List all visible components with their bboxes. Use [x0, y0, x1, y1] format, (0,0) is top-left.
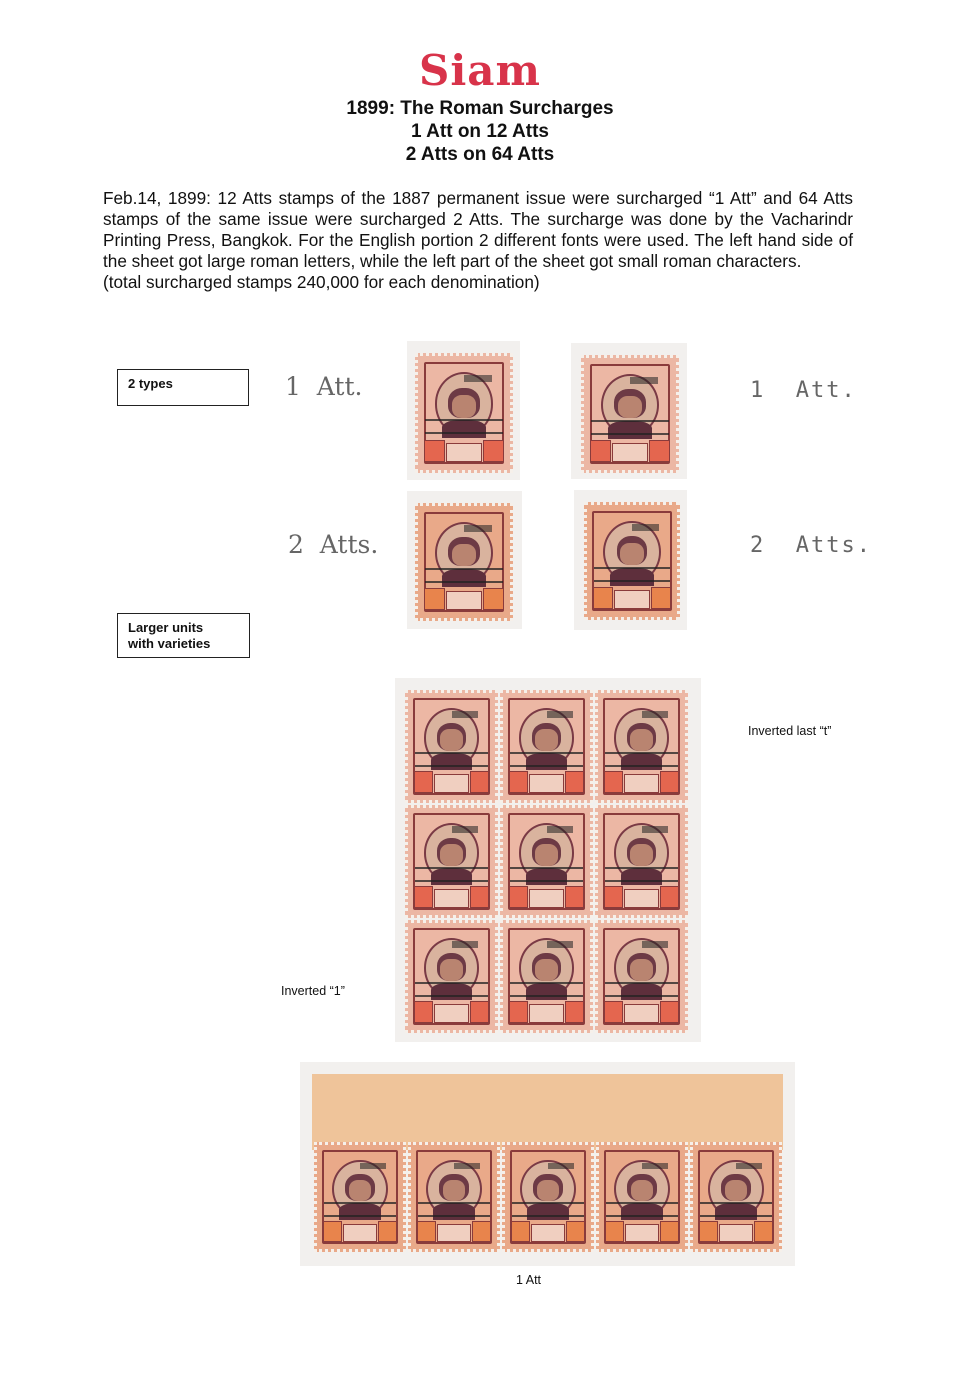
block-stamp	[500, 690, 593, 803]
surcharge-1att-large: 1 Att.	[285, 372, 363, 401]
siam-logo: Siam	[419, 46, 541, 95]
types-label: 2 types	[128, 376, 173, 391]
subtitle-1att: 1 Att on 12 Atts	[411, 121, 549, 142]
block-stamp	[405, 690, 498, 803]
strip-stamp	[596, 1142, 688, 1252]
stamp-2atts-large-type	[407, 491, 522, 629]
stamp-1att-large-type	[407, 341, 520, 480]
surcharge-1att-small: 1 Att.	[750, 378, 857, 403]
strip-of-five	[300, 1062, 795, 1266]
sheet-selvage	[312, 1074, 783, 1150]
block-stamp	[405, 805, 498, 918]
strip-stamp	[690, 1142, 782, 1252]
strip-caption: 1 Att	[516, 1273, 542, 1287]
block-stamp	[595, 805, 688, 918]
varieties-label-box	[117, 613, 250, 658]
block-stamp	[595, 690, 688, 803]
block-stamp	[500, 805, 593, 918]
note-inverted-1: Inverted “1”	[281, 984, 345, 998]
block-of-nine	[395, 678, 701, 1042]
intro-paragraph: Feb.14, 1899: 12 Atts stamps of the 1887 permanent issue were surcharged “1 Att” and 64 Atts stamps of the same issue were surcharged 2 Atts. The surcharge was done by the Vacharindr Printing Press, Bangkok. For the English portion 2 different fonts were used. The left hand side of the sheet got large roman letters, while the left part of the sheet got small roman characters.	[103, 188, 853, 271]
subtitle-2atts: 2 Atts on 64 Atts	[405, 144, 555, 165]
varieties-label-line1: Larger units	[128, 620, 204, 635]
intro-total: (total surcharged stamps 240,000 for each denomination)	[103, 272, 540, 292]
intro-text	[103, 188, 853, 293]
strip-stamp	[408, 1142, 500, 1252]
types-label-box	[117, 369, 249, 406]
block-stamp	[500, 920, 593, 1033]
stamp-2atts-small-type	[574, 490, 687, 630]
varieties-label-line2: with varieties	[128, 636, 211, 651]
note-inverted-last-t: Inverted last “t”	[748, 724, 832, 738]
strip-stamp	[314, 1142, 406, 1252]
page-title: 1899: The Roman Surcharges	[346, 98, 614, 119]
block-stamp	[595, 920, 688, 1033]
surcharge-2atts-large: 2 Atts.	[288, 530, 379, 559]
stamp-1att-small-type	[571, 343, 687, 479]
surcharge-2atts-small: 2 Atts.	[750, 533, 872, 558]
strip-stamp	[502, 1142, 594, 1252]
block-stamp	[405, 920, 498, 1033]
